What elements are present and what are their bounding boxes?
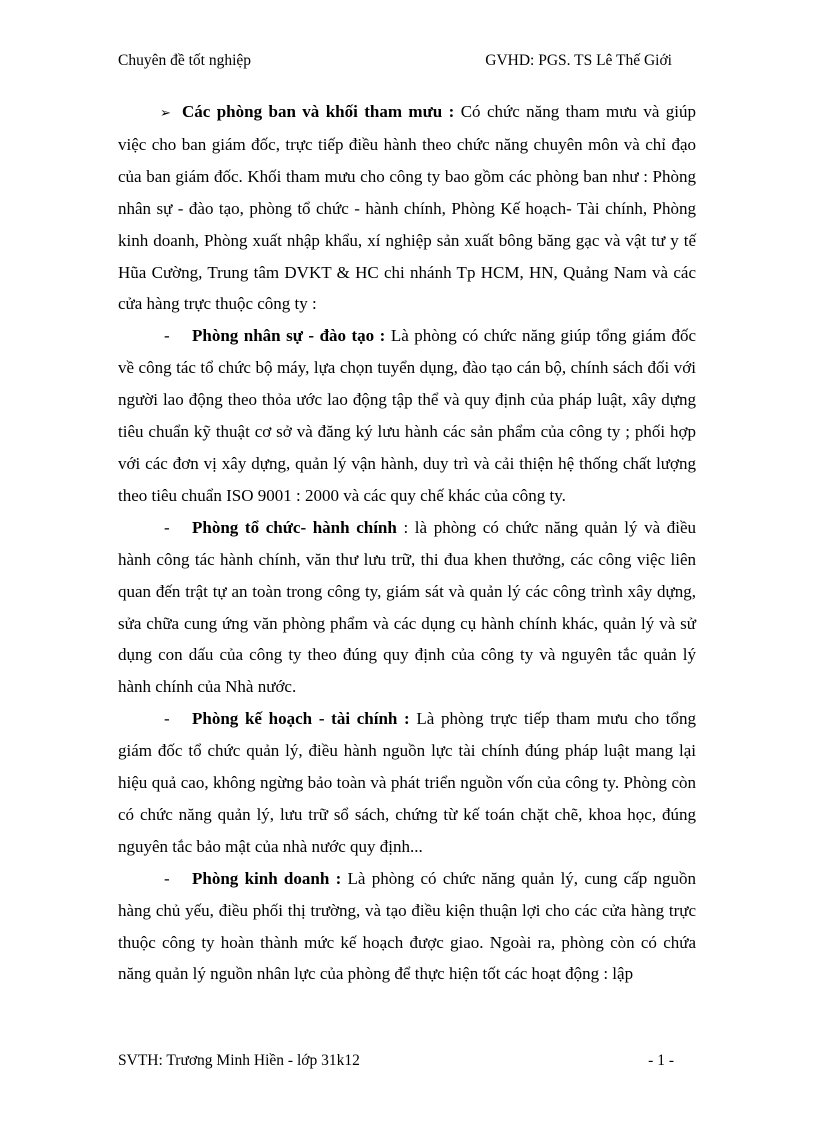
section-text: Là phòng trực tiếp tham mưu cho tổng giám đốc tổ chức quản lý, điều hành nguồn lực tài chính đúng pháp luật mang lại hiệu quả cao, không ngừng bảo toàn và phát triển nguồn vốn của công ty. Phòng còn có chức năng quản lý, lưu trữ sổ sách, chứng từ kế toán chặt chẽ, khoa học, đúng nguyên tắc bảo mật của nhà nước quy định... xyxy=(118,709,696,856)
dash-bullet: - xyxy=(164,709,170,729)
page-number: - 1 - xyxy=(648,1052,674,1069)
section-admin xyxy=(118,512,696,703)
page-footer xyxy=(118,1052,674,1074)
section-text: : là phòng có chức năng quản lý và điều hành công tác hành chính, văn thư lưu trữ, thi đua khen thưởng, các công việc liên quan đến trật tự an toàn trong công ty, giám sát và quản lý các công trình xây dựng, sửa chữa cung ứng văn phòng phẩm và các dụng cụ hành chính khác, quản lý và sử dụng con dấu của công ty theo đúng quy định của công ty và nguyên tắc quản lý hành chính của Nhà nước. xyxy=(118,517,696,697)
section-heading: Phòng kinh doanh : xyxy=(192,868,342,888)
dash-bullet: - xyxy=(164,517,170,537)
section-hr-training xyxy=(118,320,696,511)
dash-bullet: - xyxy=(164,868,170,888)
header-title: Chuyên đề tốt nghiệp xyxy=(118,52,252,69)
intro-paragraph xyxy=(118,96,696,320)
dash-bullet: - xyxy=(164,326,170,346)
intro-heading: Các phòng ban và khối tham mưu : xyxy=(182,102,455,121)
section-heading: Phòng nhân sự - đào tạo : xyxy=(192,326,386,346)
section-text: Là phòng có chức năng giúp tổng giám đốc về công tác tổ chức bộ máy, lựa chọn tuyển dụng, đào tạo cán bộ, chính sách đối với người lao động theo thỏa ước lao động tập thể và quy định của pháp luật, xây dựng tiêu chuẩn kỹ thuật cơ sở và đăng ký lưu hành các sản phẩm của công ty ; phối hợp với các đơn vị xây dựng, quản lý vận hành, duy trì và cải thiện hệ thống chất lượng theo tiêu chuẩn ISO 9001 : 2000 và các quy chế khác của công ty. xyxy=(118,326,696,505)
intro-text: Có chức năng tham mưu và giúp việc cho ban giám đốc, trực tiếp điều hành theo chức năng chuyên môn và chỉ đạo của ban giám đốc. Khối tham mưu cho công ty bao gồm các phòng ban như : Phòng nhân sự - đào tạo, phòng tổ chức - hành chính, Phòng Kế hoạch- Tài chính, Phòng kinh doanh, Phòng xuất nhập khẩu, xí nghiệp sản xuất bông băng gạc và vật tư y tế Hũa Cường, Trung tâm DVKT & HC chi nhánh Tp HCM, HN, Quảng Nam và các cửa hàng trực thuộc công ty : xyxy=(118,102,696,314)
arrow-bullet-icon: ➢ xyxy=(160,105,171,120)
footer-student: SVTH: Trương Minh Hiền - lớp 31k12 xyxy=(118,1052,360,1069)
section-planning-finance xyxy=(118,703,696,863)
section-text: Là phòng có chức năng quản lý, cung cấp nguồn hàng chủ yếu, điều phối thị trường, và tạo điều kiện thuận lợi cho các cửa hàng trực thuộc công ty hoàn thành mức kế hoạch được giao. Ngoài ra, phòng còn có chứa năng quản lý nguồn nhân lực của phòng để thực hiện tốt các hoạt động : lập xyxy=(118,868,697,984)
page-header xyxy=(118,52,672,74)
section-business xyxy=(118,863,696,991)
section-heading: Phòng tổ chức- hành chính xyxy=(192,517,397,537)
header-advisor: GVHD: PGS. TS Lê Thế Giới xyxy=(485,52,672,69)
document-body xyxy=(118,96,696,990)
section-heading: Phòng kế hoạch - tài chính : xyxy=(192,709,410,729)
